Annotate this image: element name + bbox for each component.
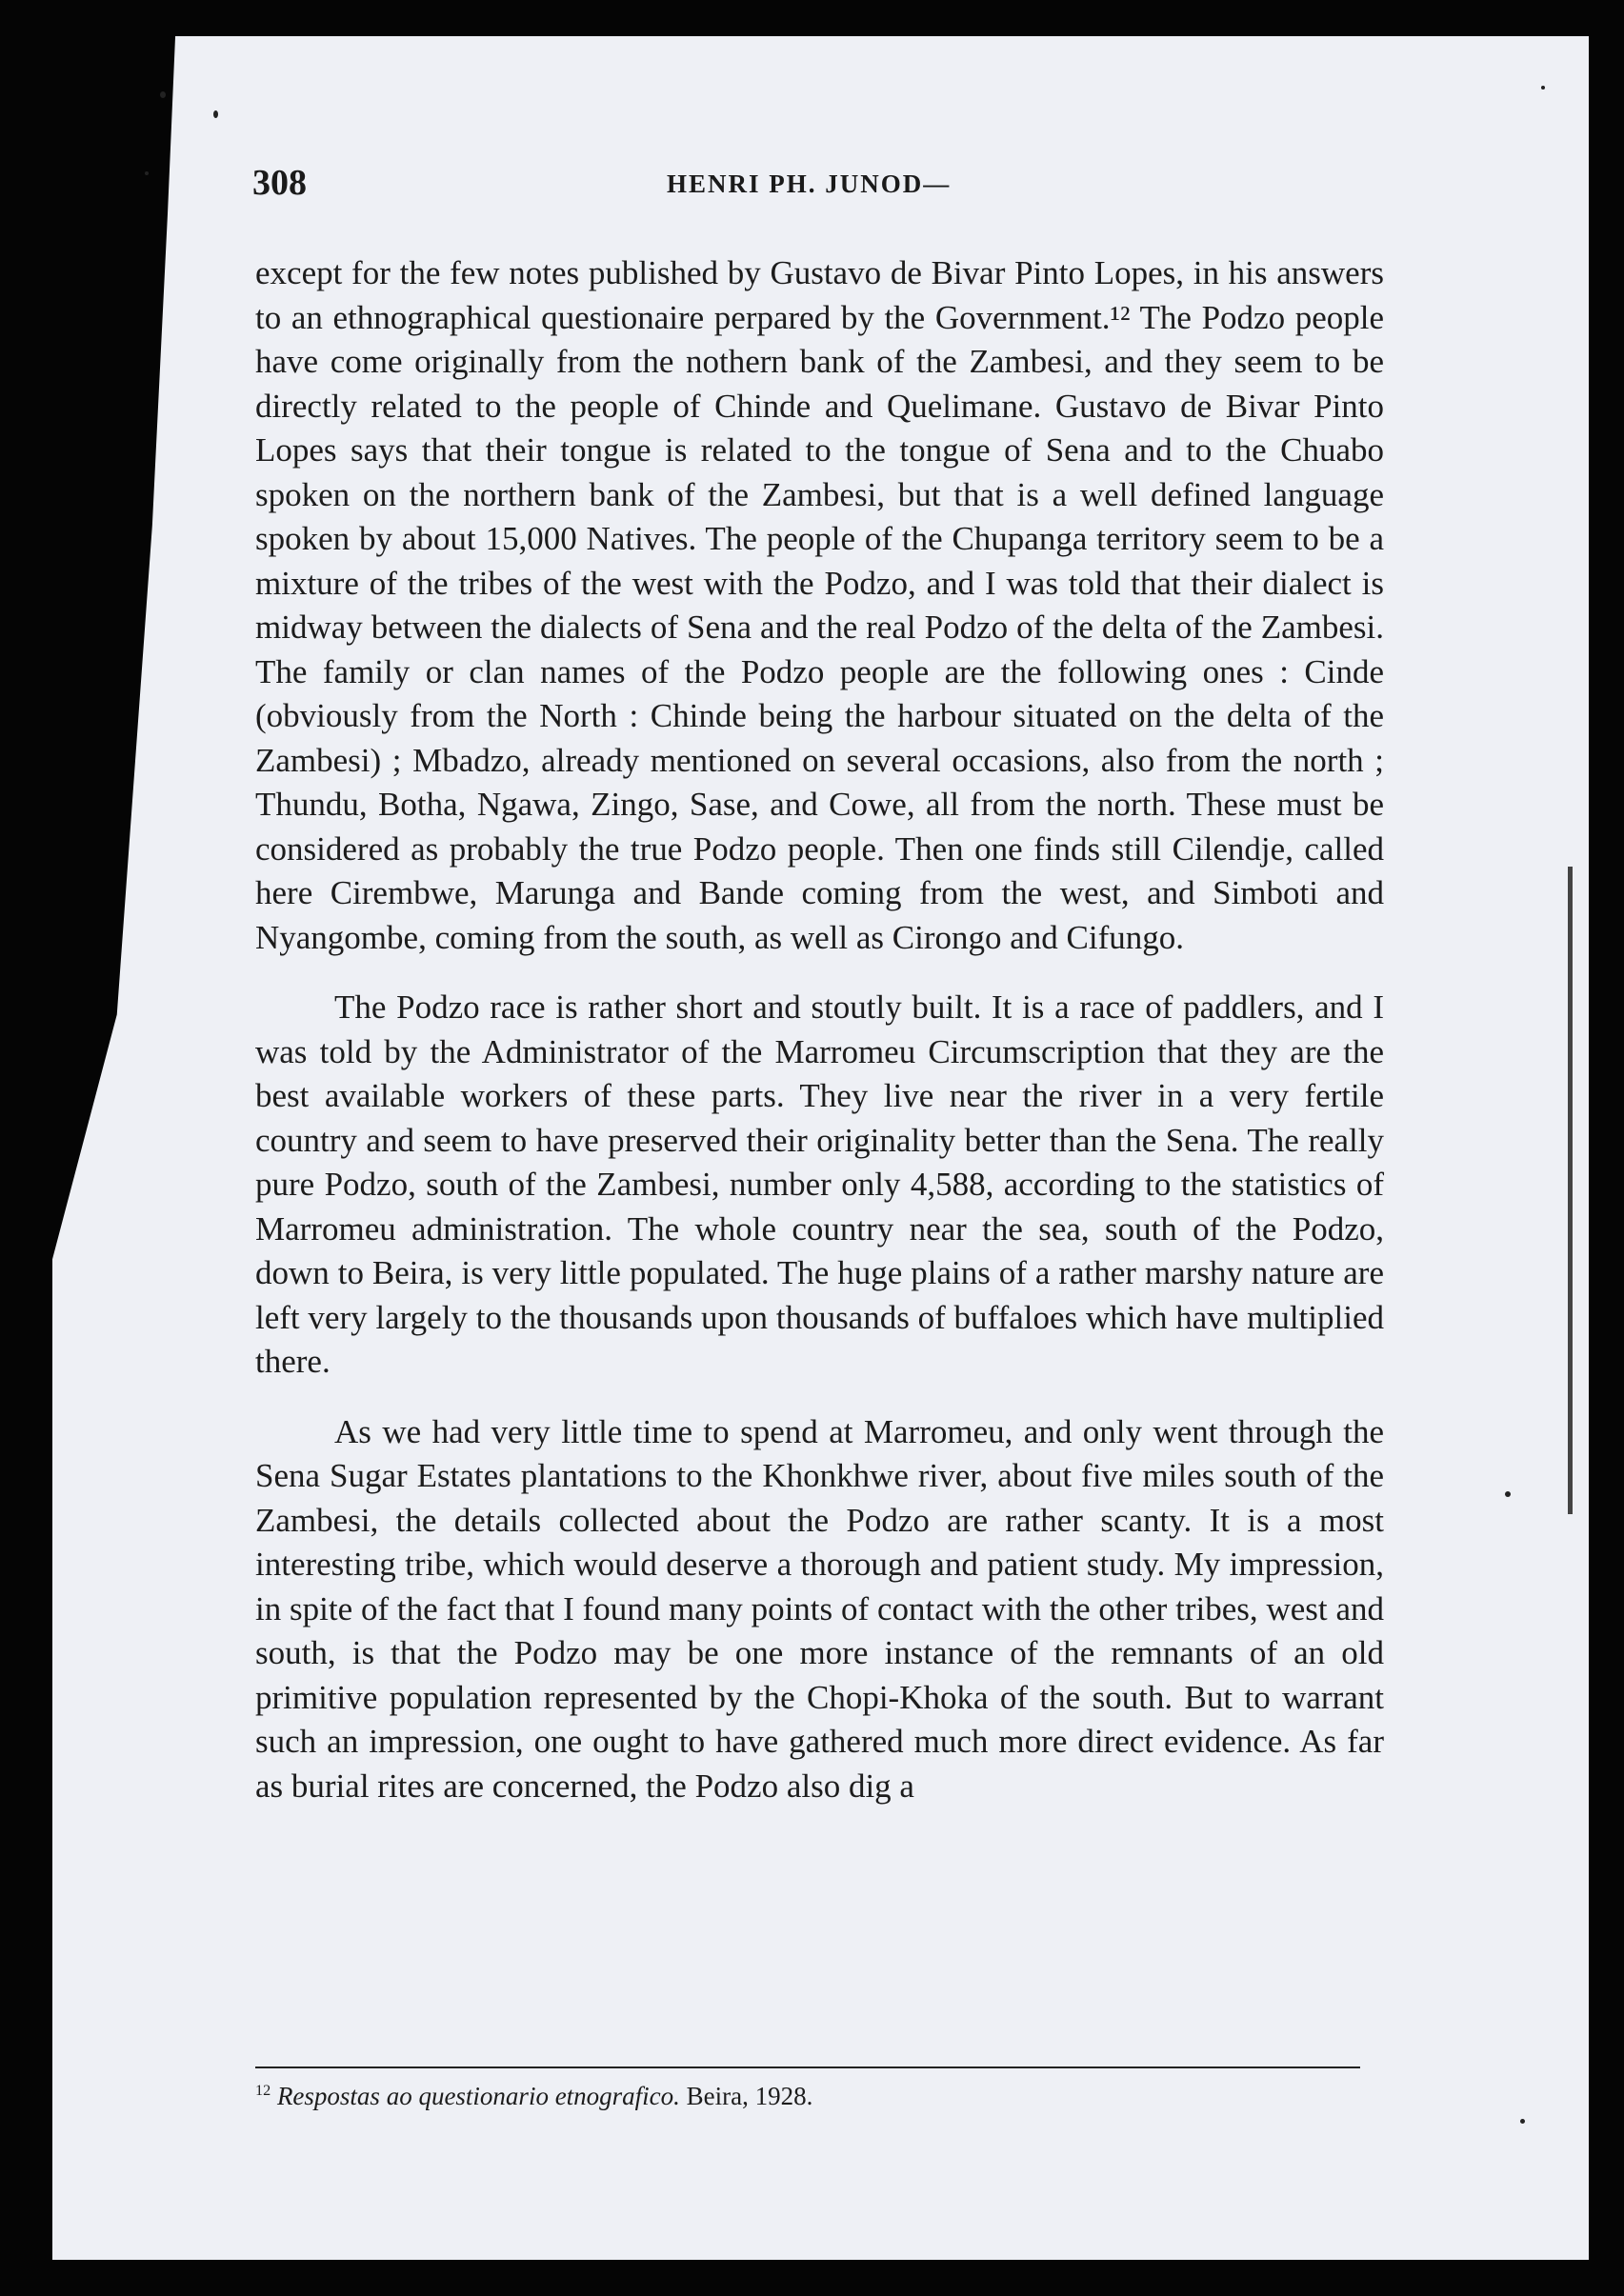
scan-speck [1505, 1491, 1511, 1497]
running-head: HENRI PH. JUNOD— [667, 170, 952, 198]
scan-speck [1541, 86, 1545, 90]
scan-edge-mark [1568, 867, 1573, 1514]
scan-speck [145, 171, 149, 175]
paragraph-1: except for the few notes published by Gustavo de Bivar Pinto Lopes, in his answers to an ethnographical questionaire perpared by the Government.¹² The Podzo people have come originally from the nothern bank of the Zambesi, and they seem to be directly related to the people of Chinde and Quelimane. Gustavo de Bivar Pinto Lopes says that their tongue is related to the tongue of Sena and to the Chuabo spoken on the northern bank of the Zambesi, but that is a well defined language spoken by about 15,000 Natives. The people of the Chupanga territory seem to be a mixture of the tribes of the west with the Podzo, and I was told that their dialect is midway between the dialects of Sena and the real Podzo of the delta of the Zambesi. The family or clan names of the Podzo people are the following ones : Cinde (obviously from the North : Chinde being the harbour situated on the delta of the Zambesi) ; Mbadzo, already mentioned on several occasions, also from the north ; Thundu, Botha, Ngawa, Zingo, Sase, and Cowe, all from the north. These must be considered as probably the true Podzo people. Then one finds still Cilendje, called here Cirembwe, Marunga and Bande coming from the west, and Simboti and Nyangombe, coming from the south, as well as Cirongo and Cifungo. [255, 254, 1384, 956]
paragraph-3: As we had very little time to spend at Marromeu, and only went through the Sena Sugar Estates plantations to the Khonkhwe river, about five miles south of the Zambesi, the details collected about the Podzo are rather scanty. It is a most interesting tribe, which would deserve a thorough and patient study. My impression, in spite of the fact that I found many points of contact with the other tribes, west and south, is that the Podzo may be one more instance of the remnants of an old primitive population represented by the Chopi-Khoka of the south. But to warrant such an impression, one ought to have gathered much more direct evidence. As far as burial rites are concerned, the Podzo also dig a [255, 1412, 1384, 1805]
scan-speck [213, 110, 218, 118]
paragraph-2: The Podzo race is rather short and stoutly built. It is a race of paddlers, and I was told by the Administrator of the Marromeu Circumscription that they are the best available workers of these parts. They live near the river in a very fertile country and seem to have preserved their originality better than the Sena. The really pure Podzo, south of the Zambesi, number only 4,588, according to the statistics of Marromeu administration. The whole country near the sea, south of the Podzo, down to Beira, is very little populated. The huge plains of a rather marshy nature are left very largely to the thousands upon thousands of buffaloes which have multiplied there. [255, 988, 1384, 1380]
footnote-rest: Beira, 1928. [686, 2082, 813, 2110]
footnote-title: Respostas ao questionario etnografico. [276, 2082, 680, 2110]
scan-speck [1520, 2119, 1525, 2124]
footnote-marker: 12 [255, 2082, 271, 2099]
body-text [255, 251, 1384, 1808]
page-header [252, 162, 1386, 210]
scan-speck [160, 91, 166, 98]
footnote [255, 2082, 812, 2111]
page-number: 308 [252, 163, 307, 203]
footnote-rule [255, 2066, 1360, 2068]
